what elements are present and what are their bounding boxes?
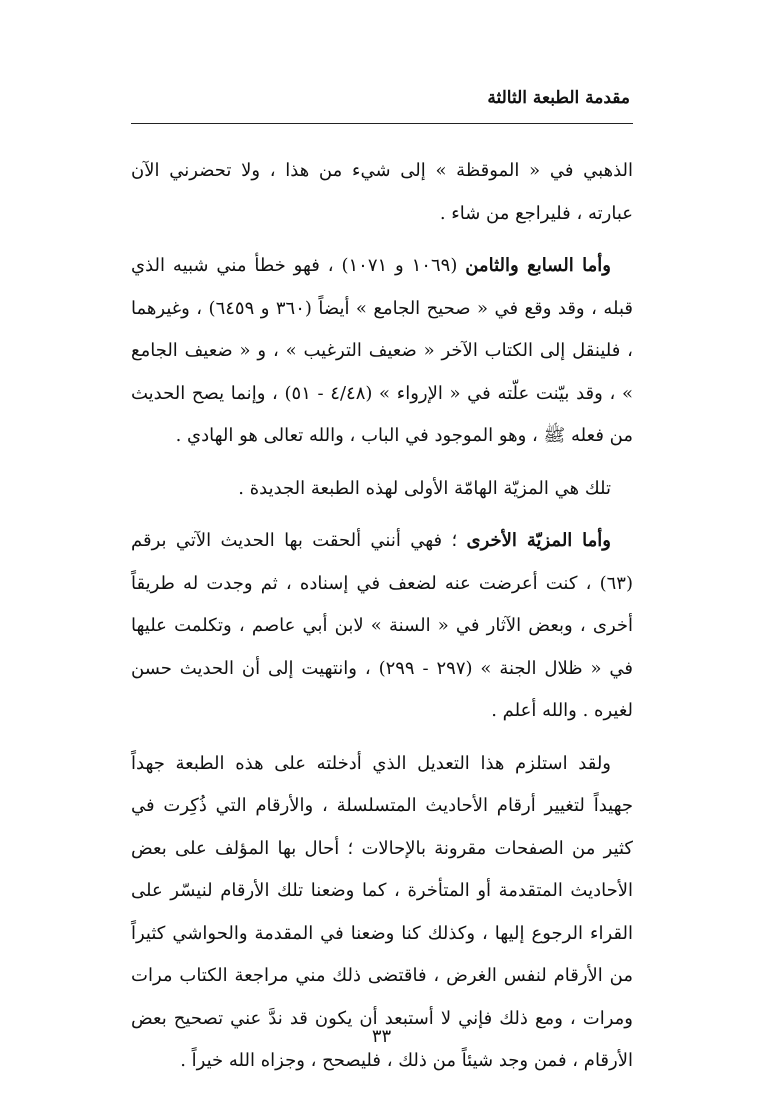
paragraph-text: ولقد استلزم هذا التعديل الذي أدخلته على هذه الطبعة جهداً جهيداً لتغيير أرقام الأحاديث المتسلسلة ، والأرقام التي ذُكِرت في كثير من الصفحات مقرونة بالإحالات ؛ أحال بها المؤلف على بعض الأحاديث المتقدمة أو المتأخرة ، كما وضعنا تلك الأرقام لنيسّر على القراء الرجوع إليها ، وكذلك كنا وضعنا في المقدمة والحواشي كثيراً من الأرقام لنفس الغرض ، فاقتضى ذلك مني مراجعة الكتاب مرات ومرات ، ومع ذلك فإني لا أستبعد أن يكون قد ندَّ عني تصحيح بعض الأرقام ، فمن وجد شيئاً من ذلك ، فليصحح ، وجزاه الله خيراً . (131, 752, 633, 1071)
paragraph-first-feature (131, 468, 633, 511)
paragraph-lead: وأما المزيّة الأخرى (466, 530, 612, 551)
running-header-title: مقدمة الطبعة الثالثة (487, 88, 630, 108)
paragraph-text: ؛ فهي أنني ألحقت بها الحديث الآتي برقم (٦٣) ، كنت أعرضت عنه لضعف في إسناده ، ثم وجدت له طريقاً أخرى ، وبعض الآثار في « السنة » لابن أبي عاصم ، وتكلمت عليها في « ظلال الجنة » (٢٩٧ - ٢٩٩) ، وانتهيت إلى أن الحديث حسن لغيره . والله أعلم . (131, 530, 633, 721)
header-rule (131, 123, 633, 124)
page-number: ٣٣ (371, 1026, 392, 1047)
paragraph-other-feature (131, 520, 633, 733)
body-text (131, 150, 633, 1093)
paragraph-text: تلك هي المزيّة الهامّة الأولى لهذه الطبعة الجديدة . (238, 477, 611, 499)
paragraph-continuation (131, 150, 633, 235)
paragraph-text: (١٠٦٩ و ١٠٧١) ، فهو خطأ مني شبيه الذي قبله ، وقد وقع في « صحيح الجامع » أيضاً (٣٦٠ و ٦٤٥٩) ، وغيرهما ، فلينقل إلى الكتاب الآخر « ضعيف الترغيب » ، و « ضعيف الجامع » ، وقد بيّنت علّته في « الإرواء » (٤/٤٨ - ٥١) ، وإنما يصح الحديث من فعله ﷺ ، وهو الموجود في الباب ، والله تعالى هو الهادي . (131, 255, 633, 446)
paragraph-seventh-eighth (131, 245, 633, 458)
paragraph-text: الذهبي في « الموقظة » إلى شيء من هذا ، ولا تحضرني الآن عبارته ، فليراجع من شاء . (131, 160, 633, 224)
paragraph-lead: وأما السابع والثامن (465, 255, 611, 276)
